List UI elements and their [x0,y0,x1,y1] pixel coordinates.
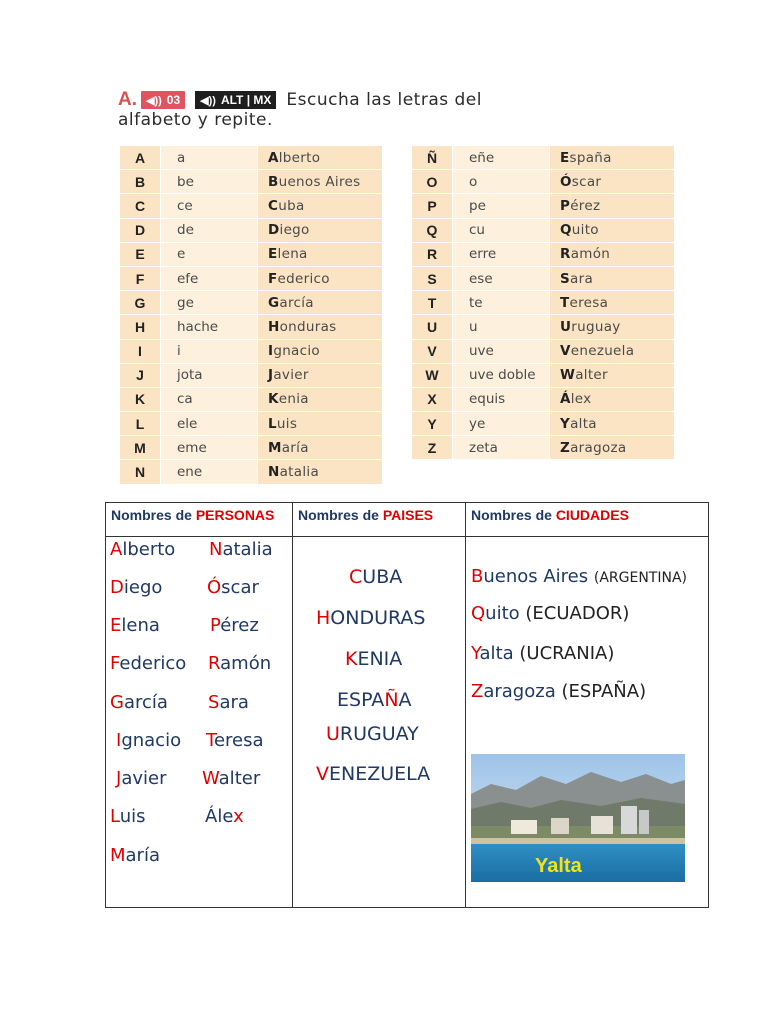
example-word: C uba [258,194,382,217]
example-word: S ara [550,267,674,290]
country-name: HONDURAS [316,607,426,629]
alphabet-row [412,315,675,339]
header-personas: Nombres de PERSONAS [111,507,275,523]
instruction-line-2: alfabeto y repite. [118,110,273,130]
person-name: Luis [110,806,146,827]
city-name: Yalta (UCRANIA) [471,643,615,664]
person-name: Teresa [206,730,264,751]
alphabet-letter: Z [412,436,452,459]
example-word: Z aragoza [550,436,674,459]
column-divider [465,503,466,907]
example-word: Y alta [550,412,674,435]
alphabet-letter: P [412,194,452,217]
alphabet-letter: D [120,219,160,242]
person-name: Diego [110,577,163,598]
alphabet-table-left [120,146,383,485]
letter-name: jota [161,364,257,387]
yalta-photo [471,754,685,882]
alphabet-letter: C [120,194,160,217]
alphabet-letter: B [120,170,160,193]
alphabet-table-right [412,146,675,460]
alphabet-row [412,340,675,364]
audio-track-badge[interactable] [141,91,185,109]
alphabet-letter: R [412,243,452,266]
alphabet-letter: F [120,267,160,290]
person-name: Federico [110,653,187,674]
example-word: J avier [258,364,382,387]
alphabet-letter: N [120,460,160,483]
example-word: K enia [258,388,382,411]
letter-name: efe [161,267,257,290]
letter-name: a [161,146,257,169]
instruction-line-1: Escucha las letras del [286,90,482,110]
example-word: F ederico [258,267,382,290]
alphabet-letter: S [412,267,452,290]
example-word: A lberto [258,146,382,169]
alphabet-letter: Ñ [412,146,452,169]
alphabet-letter: O [412,170,452,193]
letter-name: uve doble [453,364,549,387]
city-country: (ESPAÑA) [561,681,647,702]
alphabet-letter: Y [412,412,452,435]
alphabet-row [120,460,383,484]
letter-name: e [161,243,257,266]
alphabet-letter: Q [412,219,452,242]
example-word: G arcía [258,291,382,314]
alphabet-row [120,388,383,412]
letter-name: te [453,291,549,314]
names-table [105,502,709,908]
alphabet-letter: J [120,364,160,387]
example-word: L uis [258,412,382,435]
alt-audio-label: ALT | MX [220,93,272,107]
letter-name: erre [453,243,549,266]
alphabet-letter: G [120,291,160,314]
audio-track-number: 03 [166,93,181,107]
letter-name: hache [161,315,257,338]
alphabet-letter: V [412,340,452,363]
letter-name: eme [161,436,257,459]
city-country: (UCRANIA) [519,643,615,664]
letter-name: ese [453,267,549,290]
alphabet-letter: U [412,315,452,338]
letter-name: uve [453,340,549,363]
alphabet-row [412,388,675,412]
alphabet-letter: K [120,388,160,411]
person-name: Ignacio [116,730,182,751]
example-word: E spaña [550,146,674,169]
letter-name: ene [161,460,257,483]
alphabet-row [412,194,675,218]
exercise-header [118,88,678,130]
alphabet-row [120,412,383,436]
alphabet-letter: I [120,340,160,363]
country-name: CUBA [349,566,403,588]
photo-caption: Yalta [535,855,582,877]
example-word: M aría [258,436,382,459]
header-divider [106,536,708,537]
letter-name: cu [453,219,549,242]
person-name: Alberto [110,539,176,560]
letter-name: ge [161,291,257,314]
alphabet-row [120,340,383,364]
letter-name: pe [453,194,549,217]
alphabet-row [412,146,675,170]
example-word: V enezuela [550,340,674,363]
alphabet-row [412,412,675,436]
country-name: VENEZUELA [316,763,431,785]
alphabet-row [120,364,383,388]
alphabet-row [412,291,675,315]
example-word: Q uito [550,219,674,242]
person-name: Elena [110,615,160,636]
person-name: Walter [202,768,261,789]
city-country: (ARGENTINA) [593,570,688,586]
example-word: U ruguay [550,315,674,338]
example-word: N atalia [258,460,382,483]
person-name: Javier [116,768,167,789]
letter-name: ce [161,194,257,217]
alphabet-row [120,315,383,339]
example-word: D iego [258,219,382,242]
person-name: Sara [208,692,249,713]
letter-name: eñe [453,146,549,169]
example-word: P érez [550,194,674,217]
example-word: I gnacio [258,340,382,363]
example-word: W alter [550,364,674,387]
header-paises: Nombres de PAISES [298,507,434,523]
alphabet-row [120,291,383,315]
person-name: Óscar [207,577,259,598]
city-country: (ECUADOR) [525,603,630,624]
country-name: ESPAÑA [337,689,412,711]
example-word: H onduras [258,315,382,338]
city-name: Quito (ECUADOR) [471,603,630,624]
speaker-icon: ◀)) [146,94,162,107]
speaker-icon: ◀)) [200,94,216,107]
alphabet-row [120,436,383,460]
alphabet-row [120,146,383,170]
person-name: María [110,845,160,866]
alphabet-letter: E [120,243,160,266]
alphabet-row [412,243,675,267]
example-word: E lena [258,243,382,266]
country-name: URUGUAY [326,723,419,745]
alphabet-row [412,267,675,291]
letter-name: equis [453,388,549,411]
alphabet-row [120,194,383,218]
alphabet-row [120,243,383,267]
alphabet-letter: A [120,146,160,169]
alphabet-letter: M [120,436,160,459]
letter-name: o [453,170,549,193]
letter-name: u [453,315,549,338]
alphabet-row [412,170,675,194]
letter-name: i [161,340,257,363]
country-name: KENIA [345,648,403,670]
letter-name: ca [161,388,257,411]
example-word: Ó scar [550,170,674,193]
alphabet-row [120,219,383,243]
alphabet-letter: X [412,388,452,411]
letter-name: ele [161,412,257,435]
example-word: R amón [550,243,674,266]
person-name: Natalia [209,539,273,560]
alphabet-letter: H [120,315,160,338]
city-name: Zaragoza (ESPAÑA) [471,681,647,702]
alphabet-row [412,436,675,460]
letter-name: be [161,170,257,193]
letter-name: de [161,219,257,242]
example-word: Á lex [550,388,674,411]
letter-name: ye [453,412,549,435]
alphabet-row [120,267,383,291]
person-name: Ramón [208,653,272,674]
exercise-label: A. [118,89,137,110]
alphabet-row [120,170,383,194]
letter-name: zeta [453,436,549,459]
column-divider [292,503,293,907]
example-word: T eresa [550,291,674,314]
person-name: Pérez [210,615,259,636]
alphabet-letter: L [120,412,160,435]
person-name: Álex [205,806,244,827]
alt-audio-badge[interactable] [195,91,276,109]
alphabet-row [412,219,675,243]
person-name: García [110,692,168,713]
header-ciudades: Nombres de CIUDADES [471,507,629,523]
alphabet-row [412,364,675,388]
city-name: Buenos Aires (ARGENTINA) [471,566,688,587]
example-word: B uenos Aires [258,170,382,193]
alphabet-letter: W [412,364,452,387]
alphabet-letter: T [412,291,452,314]
